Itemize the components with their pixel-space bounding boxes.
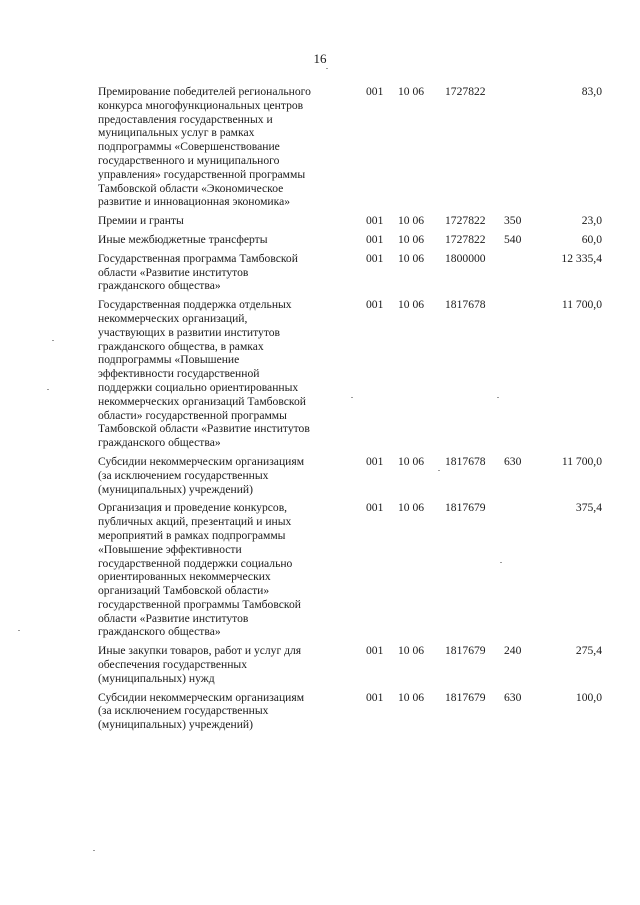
section-code: 10 06 bbox=[398, 690, 425, 704]
expense-type-code: 350 bbox=[504, 214, 522, 228]
row-description: Иные межбюджетные трансферты bbox=[98, 232, 268, 246]
budget-table bbox=[0, 85, 640, 732]
admin-code: 001 bbox=[366, 251, 384, 265]
section-code: 10 06 bbox=[398, 454, 425, 468]
target-code: 1817679 bbox=[445, 690, 486, 704]
scan-speck bbox=[47, 389, 49, 390]
row-description: Премии и гранты bbox=[98, 214, 184, 228]
section-code: 10 06 bbox=[398, 644, 425, 658]
admin-code: 001 bbox=[366, 232, 384, 246]
page-number: 16 bbox=[313, 51, 327, 66]
scan-speck bbox=[52, 340, 54, 341]
row-description: Субсидии некоммерческим организациям (за исключением государственных (муниципальных) учреждений) bbox=[98, 690, 305, 732]
table-row bbox=[0, 501, 640, 639]
scan-speck bbox=[18, 630, 20, 631]
amount: 23,0 bbox=[581, 214, 602, 228]
section-code: 10 06 bbox=[398, 251, 425, 265]
scan-speck bbox=[351, 397, 353, 398]
scan-speck bbox=[438, 470, 440, 471]
section-code: 10 06 bbox=[398, 85, 425, 98]
table-row bbox=[0, 644, 640, 685]
target-code: 1727822 bbox=[445, 214, 486, 228]
table-row bbox=[0, 298, 640, 450]
amount: 83,0 bbox=[581, 85, 602, 98]
target-code: 1800000 bbox=[445, 251, 486, 265]
row-description: Государственная программа Тамбовской области «Развитие институтов гражданского общества» bbox=[98, 251, 298, 293]
target-code: 1817678 bbox=[445, 298, 486, 312]
admin-code: 001 bbox=[366, 454, 384, 468]
amount: 11 700,0 bbox=[561, 298, 602, 312]
row-description: Субсидии некоммерческим организациям (за исключением государственных (муниципальных) учреждений) bbox=[98, 454, 305, 496]
target-code: 1817679 bbox=[445, 644, 486, 658]
table-row bbox=[0, 691, 640, 732]
admin-code: 001 bbox=[366, 85, 384, 98]
expense-type-code: 540 bbox=[504, 232, 522, 246]
amount: 60,0 bbox=[581, 232, 602, 246]
expense-type-code: 630 bbox=[504, 454, 522, 468]
row-description: Иные закупки товаров, работ и услуг для обеспечения государственных (муниципальных) нужд bbox=[98, 644, 302, 685]
table-row bbox=[0, 252, 640, 293]
scan-speck bbox=[497, 397, 499, 398]
section-code: 10 06 bbox=[398, 214, 425, 228]
amount: 375,4 bbox=[575, 501, 602, 515]
admin-code: 001 bbox=[366, 501, 384, 515]
amount: 11 700,0 bbox=[561, 454, 602, 468]
admin-code: 001 bbox=[366, 214, 384, 228]
target-code: 1727822 bbox=[445, 232, 486, 246]
admin-code: 001 bbox=[366, 298, 384, 312]
expense-type-code: 630 bbox=[504, 690, 522, 704]
admin-code: 001 bbox=[366, 644, 384, 658]
admin-code: 001 bbox=[366, 690, 384, 704]
scan-speck bbox=[500, 562, 502, 563]
target-code: 1817678 bbox=[445, 454, 486, 468]
section-code: 10 06 bbox=[398, 232, 425, 246]
amount: 100,0 bbox=[575, 690, 602, 704]
amount: 275,4 bbox=[575, 644, 602, 658]
section-code: 10 06 bbox=[398, 298, 425, 312]
amount: 12 335,4 bbox=[561, 251, 602, 265]
row-description: Государственная поддержка отдельных некоммерческих организаций, участвующих в развитии институтов гражданского общества, в рамках подпрограммы «Повышение эффективности государственной поддержки социально ориентированных некоммерческих организаций Тамбовской области» государственной программы Тамбовской области «Развитие институтов гражданского общества» bbox=[98, 298, 310, 450]
table-row bbox=[0, 233, 640, 247]
row-description: Организация и проведение конкурсов, публичных акций, презентаций и иных мероприятий в рамках подпрограммы «Повышение эффективности государственной поддержки социально ориентированных некоммерческих организаций Тамбовской области» государственной программы Тамбовской области «Развитие институтов гражданского общества» bbox=[98, 501, 301, 639]
scan-speck bbox=[93, 850, 95, 851]
section-code: 10 06 bbox=[398, 501, 425, 515]
table-row bbox=[0, 214, 640, 228]
target-code: 1727822 bbox=[445, 85, 486, 98]
target-code: 1817679 bbox=[445, 501, 486, 515]
row-description: Премирование победителей регионального конкурса многофункциональных центров предоставления государственных и муниципальных услуг в рамках подпрограммы «Совершенствование государственного и муниципального управления» государственной программы Тамбовской области «Экономическое развитие и инновационная экономика» bbox=[98, 85, 311, 209]
table-row bbox=[0, 455, 640, 496]
expense-type-code: 240 bbox=[504, 644, 522, 658]
scan-speck bbox=[326, 68, 328, 69]
table-row bbox=[0, 85, 640, 209]
